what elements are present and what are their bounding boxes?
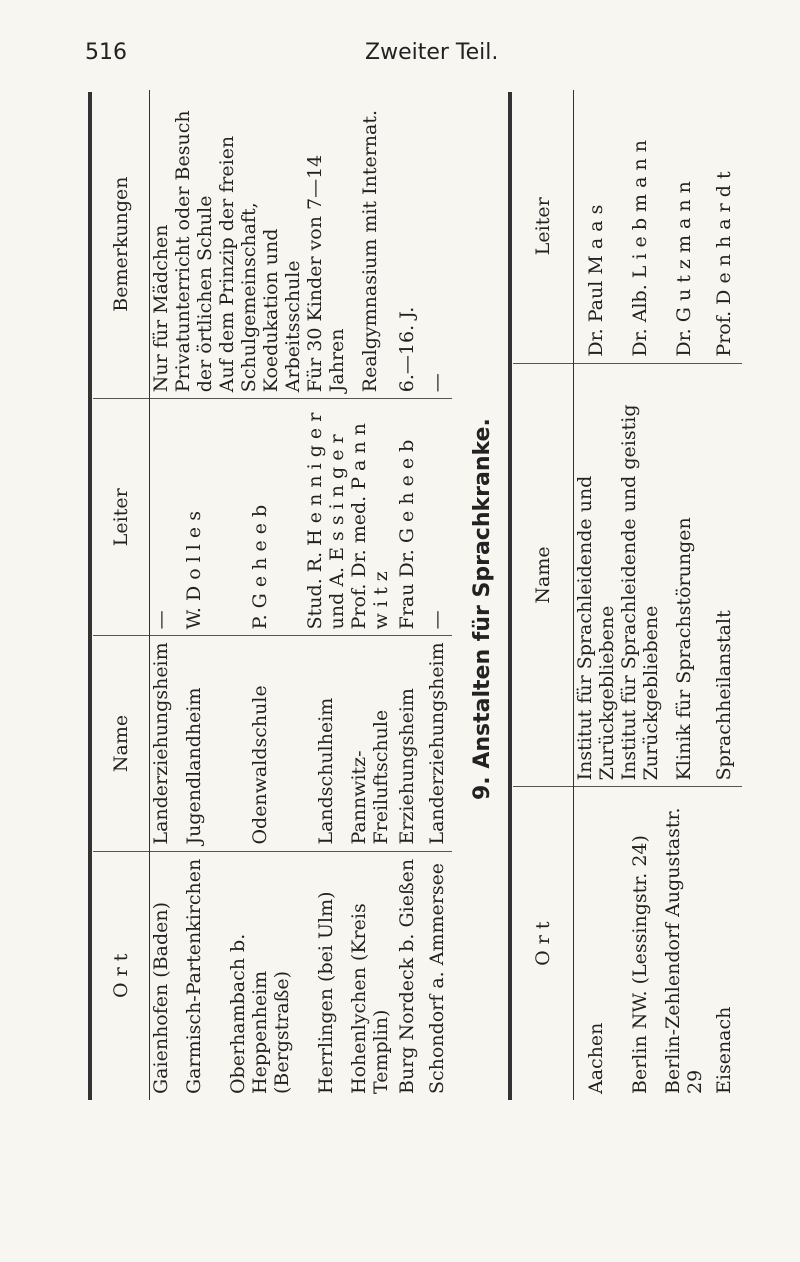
cell-bemerkung: Für 30 Kinder von 7—14 Jahren — [304, 154, 348, 393]
cell-ort: Berlin-Zehlendorf Augustastr. 29 — [662, 787, 706, 1100]
cell-ort: Burg Nordeck b. Gießen — [392, 851, 422, 1100]
cell-name: Sprachheilanstalt — [706, 363, 742, 787]
cell-ort: Oberhambach b. Heppenheim (Bergstraße) — [216, 851, 304, 1100]
cell-bemerkung: Auf dem Prinzip der freien Schulgemeinschaft, Koedukation und Arbeitsschule — [216, 135, 304, 393]
table-row — [574, 90, 619, 1100]
left-border — [88, 92, 92, 1100]
table-row — [618, 90, 662, 1100]
cell-leiter: Dr. Paul M a a s — [585, 204, 607, 357]
cell-ort: Garmisch-Partenkirchen — [172, 851, 216, 1100]
cell-ort: Herrlingen (bei Ulm) — [304, 851, 348, 1100]
cell-ort: Berlin NW. (Lessingstr. 24) — [618, 787, 662, 1100]
cell-ort: Hohenlychen (Kreis Templin) — [348, 851, 392, 1100]
table-row — [216, 90, 304, 1100]
cell-name: Landerziehungsheim — [422, 636, 452, 851]
cell-leiter: Stud. R. H e n n i g e r und A. E s s i n g e r — [304, 399, 348, 636]
cell-leiter: Frau Dr. G e h e e b — [392, 399, 422, 636]
running-head: Zweiter Teil. — [365, 40, 499, 65]
cell-leiter: Dr. Alb. L i e b m a n n — [629, 140, 651, 357]
section-caption: 9. Anstalten für Sprachkranke. — [470, 418, 495, 800]
cell-leiter: — — [150, 399, 173, 636]
table-row — [304, 90, 348, 1100]
table-speech-institutes — [513, 90, 742, 1100]
cell-leiter: — — [422, 399, 452, 636]
cell-name: Odenwaldschule — [216, 636, 304, 851]
col-header-ort: O r t — [93, 851, 150, 1100]
cell-bemerkung: Nur für Mädchen — [150, 224, 172, 393]
cell-ort: Schondorf a. Ammersee — [422, 851, 452, 1100]
cell-leiter: Dr. G u t z m a n n — [673, 181, 695, 357]
cell-name: Erziehungsheim — [392, 636, 422, 851]
table-row — [172, 90, 216, 1100]
col-header-bemerkungen: Bemerkungen — [93, 90, 150, 399]
cell-leiter: Prof. Dr. med. P a n n w i t z — [348, 399, 392, 636]
cell-name: Institut für Sprachleidende und geistig Zurückgebliebene — [618, 363, 662, 787]
cell-name: Klinik für Sprachstörungen — [662, 363, 706, 787]
table-row — [662, 90, 706, 1100]
cell-bemerkung: Privatunterricht oder Besuch der örtlichen Schule — [172, 110, 216, 393]
cell-name: Landerziehungsheim — [150, 636, 173, 851]
table-boarding-schools — [93, 90, 452, 1100]
table-row — [392, 90, 422, 1100]
cell-leiter: P. G e h e e b — [216, 399, 304, 636]
cell-bemerkung: 6.—16. J. — [396, 306, 418, 393]
cell-bemerkung: Realgymnasium mit Internat. — [359, 109, 381, 393]
middle-border — [508, 92, 512, 1100]
cell-bemerkung: — — [426, 373, 448, 393]
cell-ort: Gaienhofen (Baden) — [150, 851, 173, 1100]
page-number: 516 — [85, 40, 127, 65]
cell-ort: Eisenach — [706, 787, 742, 1100]
col-header-leiter: Leiter — [93, 399, 150, 636]
cell-leiter: W. D o l l e s — [172, 399, 216, 636]
cell-name: Jugendlandheim — [172, 636, 216, 851]
col-header-ort: O r t — [513, 787, 574, 1100]
table-row — [706, 90, 742, 1100]
col-header-name: Name — [93, 636, 150, 851]
page-header — [85, 40, 725, 80]
table-row — [348, 90, 392, 1100]
cell-name: Landschulheim — [304, 636, 348, 851]
cell-name: Pannwitz-Freiluftschule — [348, 636, 392, 851]
col-header-leiter: Leiter — [513, 90, 574, 363]
cell-ort: Aachen — [574, 787, 619, 1100]
cell-leiter: Prof. D e n h a r d t — [713, 171, 735, 357]
cell-name: Institut für Sprachleidende und Zurückgebliebene — [574, 363, 619, 787]
table-row — [422, 90, 452, 1100]
table-row — [150, 90, 173, 1100]
col-header-name: Name — [513, 363, 574, 787]
